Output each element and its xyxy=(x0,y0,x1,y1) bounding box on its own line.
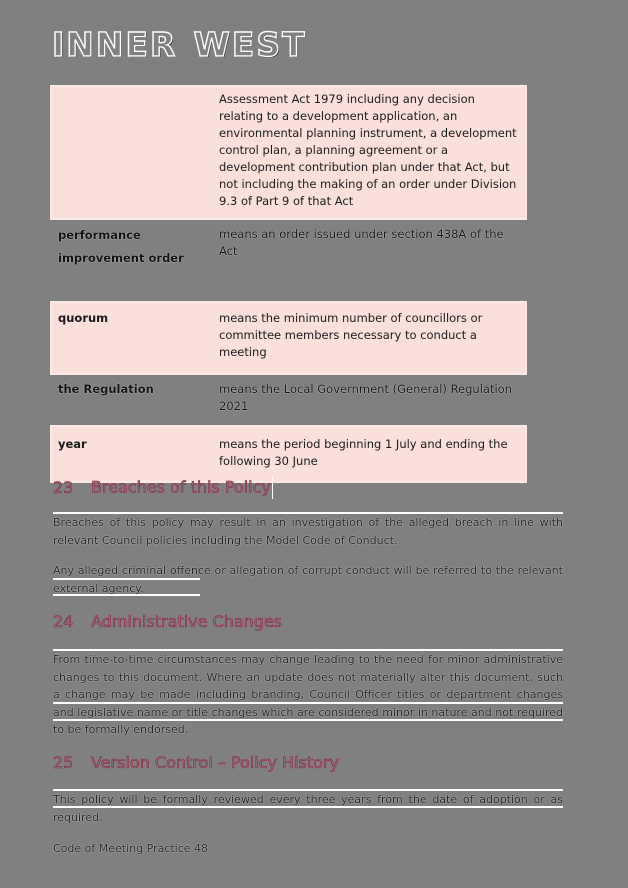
definition-term xyxy=(52,87,209,218)
section-title: Breaches of this Policy xyxy=(91,477,271,497)
definition-term: performance improvement order xyxy=(58,228,184,265)
definition-term: quorum xyxy=(52,303,209,373)
section-number: 25 xyxy=(53,753,74,772)
definition-row xyxy=(52,427,525,481)
rule-line xyxy=(53,806,563,808)
definition-text: means the Local Government (General) Regulation 2021 xyxy=(219,382,512,413)
definition-text: Assessment Act 1979 including any decision relating to a development application, an environmental planning instrument, a development control plan, a planning agreement or a development contribution plan under that Act, but not including the making of an order under Division 9.3 of Part 9 of that Act xyxy=(209,87,525,218)
rule-line xyxy=(53,578,200,580)
section-heading-23 xyxy=(53,477,273,499)
rule-line xyxy=(53,719,563,721)
rule-line xyxy=(53,702,563,704)
section-title: Version Control – Policy History xyxy=(91,753,339,772)
section-number: 24 xyxy=(53,612,74,631)
definition-term: the Regulation xyxy=(58,382,154,396)
logo-word-inner: INNER xyxy=(52,25,178,64)
page-footer: Code of Meeting Practice 48 xyxy=(53,842,209,855)
definition-row xyxy=(52,218,525,303)
section-title: Administrative Changes xyxy=(91,612,283,631)
section-number: 23 xyxy=(53,477,74,497)
paragraph: From time-to-time circumstances may change leading to the need for minor administrative changes to this document. Where an update does not materially alter this document, such a change may be made including branding, Council Officer titles or department changes and legislative name or title changes which are considered minor in nature and not required to be formally endorsed. xyxy=(53,653,563,736)
definition-text: means an order issued under section 438A of the Act xyxy=(219,227,504,258)
definition-row xyxy=(52,303,525,373)
definitions-table xyxy=(52,87,525,481)
inner-west-logo xyxy=(52,25,307,64)
definition-term: year xyxy=(52,427,209,481)
definition-text: means the period beginning 1 July and ending the following 30 June xyxy=(209,427,525,481)
rule-line xyxy=(53,594,200,596)
definition-row xyxy=(52,373,525,427)
definition-text: means the minimum number of councillors or committee members necessary to conduct a meeting xyxy=(209,303,525,373)
section-heading-24 xyxy=(53,612,282,631)
paragraph: Breaches of this policy may result in an investigation of the alleged breach in line with relevant Council policies including the Model Code of Conduct. xyxy=(53,516,563,547)
paragraph: This policy will be formally reviewed every three years from the date of adoption or as required. xyxy=(53,793,563,824)
logo-word-west: WEST xyxy=(193,25,307,64)
paragraph: Any alleged criminal offence or allegation of corrupt conduct will be referred to the relevant external agency. xyxy=(53,564,563,595)
definition-row xyxy=(52,87,525,218)
text-cursor xyxy=(272,477,273,499)
section-heading-25 xyxy=(53,753,339,772)
